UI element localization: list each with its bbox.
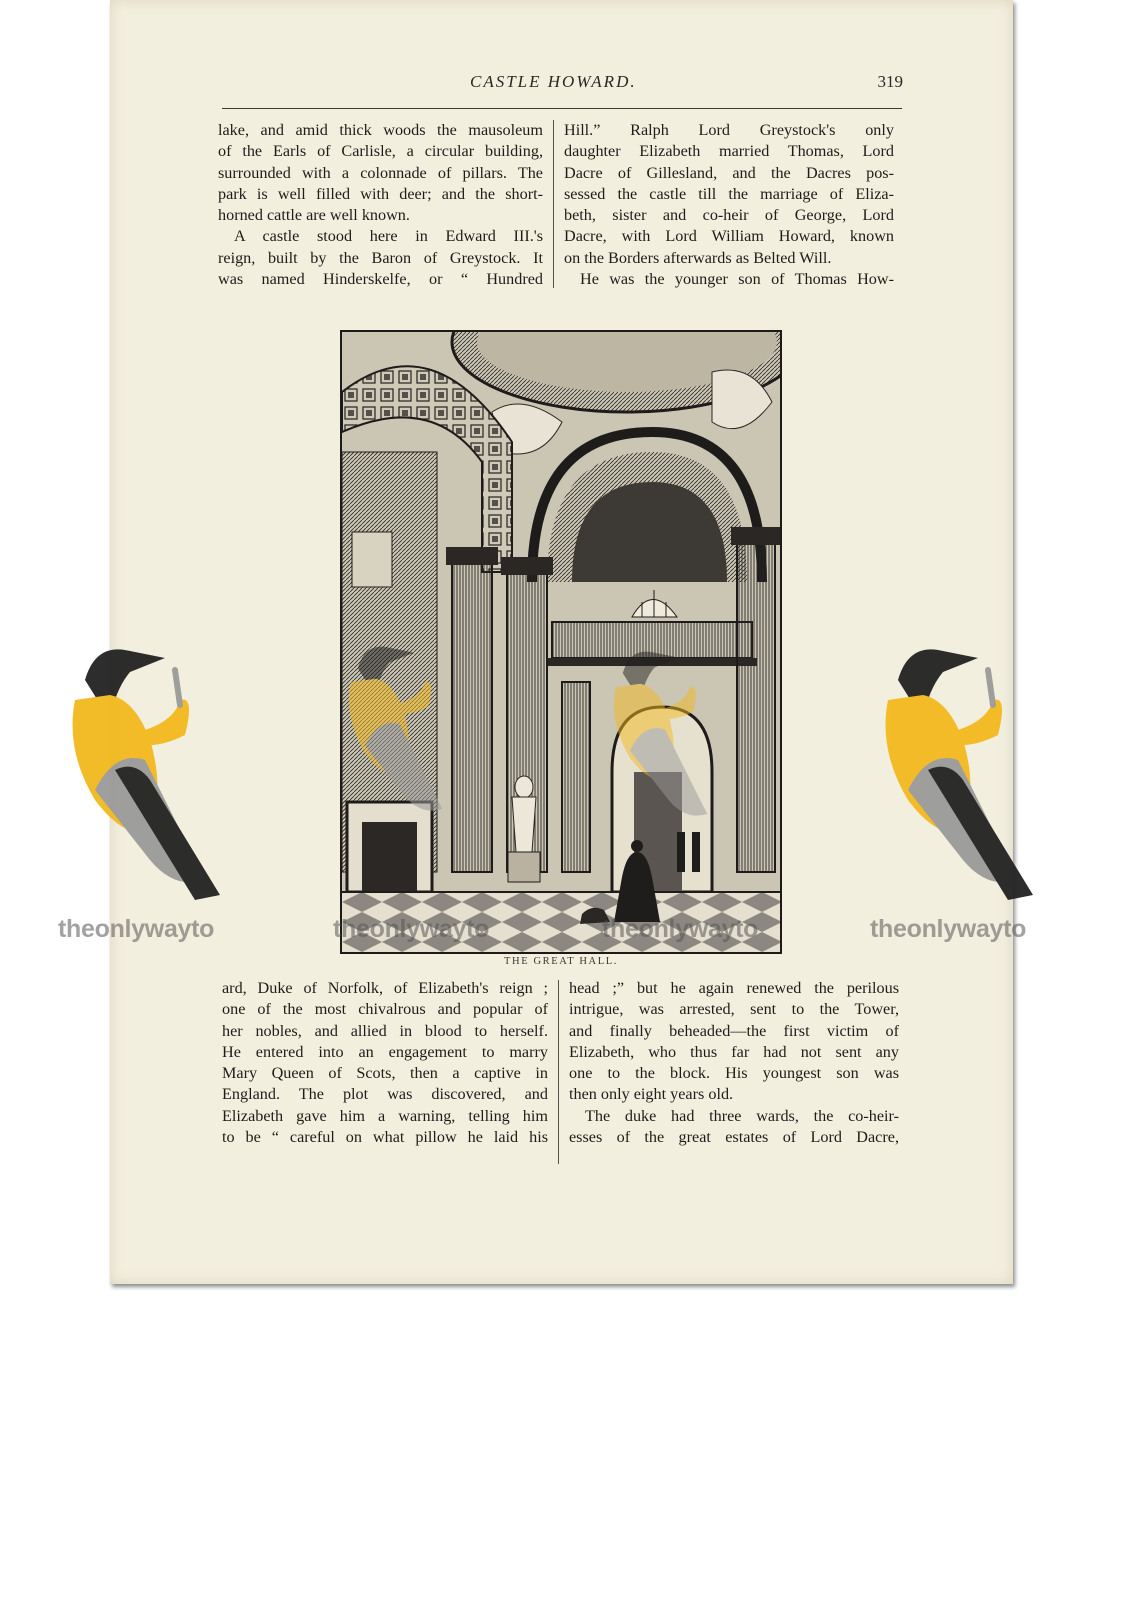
- text-line: then only eight years old.: [569, 1085, 734, 1104]
- text-line: England. The plot was discovered, and: [222, 1085, 548, 1104]
- text-line: Hill.” Ralph Lord Greystock's only: [564, 121, 894, 139]
- text-line: He entered into an engagement to marry: [222, 1042, 548, 1061]
- running-head-title: CASTLE HOWARD.: [470, 72, 637, 91]
- oriole-bird-icon: [868, 640, 1048, 910]
- text-line: Elizabeth gave him a warning, telling him: [222, 1106, 548, 1125]
- text-line: Dacre of Gillesland, and the Dacres pos-: [564, 163, 894, 182]
- text-line: A castle stood here in Edward III.'s: [234, 227, 543, 246]
- text-line: daughter Elizabeth married Thomas, Lord: [564, 142, 894, 161]
- text-line: one of the most chivalrous and popular of: [222, 1000, 548, 1019]
- text-line: esses of the great estates of Lord Dacre,: [569, 1128, 899, 1147]
- text-line: lake, and amid thick woods the mausoleum: [218, 121, 543, 139]
- text-line: reign, built by the Baron of Greystock. It: [218, 248, 543, 267]
- header-rule: [222, 108, 902, 109]
- oriole-bird-icon: [600, 645, 730, 835]
- text-line: beth, sister and co-heir of George, Lord: [564, 206, 894, 225]
- text-line: He was the younger son of Thomas How-: [580, 270, 894, 289]
- text-column-bottom-right: [569, 978, 899, 1148]
- text-line: Elizabeth, who thus far had not sent any: [569, 1042, 899, 1061]
- text-line: to be “ careful on what pillow he laid his: [222, 1128, 548, 1147]
- text-line: sessed the castle till the marriage of Eliza-: [564, 184, 894, 203]
- text-line: head ;” but he again renewed the perilous: [569, 979, 899, 997]
- running-head: [110, 72, 1013, 98]
- text-line: was named Hinderskelfe, or “ Hundred: [218, 270, 543, 289]
- text-column-top-right: [564, 120, 894, 290]
- watermark-text: theonlywayto: [870, 915, 1027, 943]
- page-number: 319: [877, 72, 903, 91]
- oriole-bird-icon: [55, 640, 235, 910]
- watermark-text: theonlywayto: [333, 915, 490, 943]
- text-line: The duke had three wards, the co-heir-: [585, 1106, 899, 1125]
- column-rule: [553, 120, 554, 288]
- text-line: her nobles, and allied in blood to herself.: [222, 1021, 548, 1040]
- text-line: intrigue, was arrested, sent to the Tower,: [569, 1000, 899, 1019]
- watermark-text: theonlywayto: [58, 915, 215, 943]
- text-line: horned cattle are well known.: [218, 206, 410, 225]
- text-line: on the Borders afterwards as Belted Will.: [564, 248, 832, 267]
- text-line: park is well filled with deer; and the short-: [218, 184, 543, 203]
- text-line: Dacre, with Lord William Howard, known: [564, 227, 894, 246]
- column-rule: [558, 980, 559, 1164]
- illustration-caption: THE GREAT HALL.: [504, 956, 618, 967]
- watermark-text: theonlywayto: [602, 915, 759, 943]
- text-line: Mary Queen of Scots, then a captive in: [222, 1064, 548, 1083]
- text-column-bottom-left: [222, 978, 548, 1148]
- oriole-bird-icon: [335, 640, 465, 830]
- text-line: and finally beheaded—the first victim of: [569, 1021, 899, 1040]
- text-line: surrounded with a colonnade of pillars. The: [218, 163, 543, 182]
- text-line: one to the block. His youngest son was: [569, 1064, 899, 1083]
- text-line: ard, Duke of Norfolk, of Elizabeth's reign ;: [222, 979, 548, 997]
- text-line: of the Earls of Carlisle, a circular building,: [218, 142, 543, 161]
- text-column-top-left: [218, 120, 543, 290]
